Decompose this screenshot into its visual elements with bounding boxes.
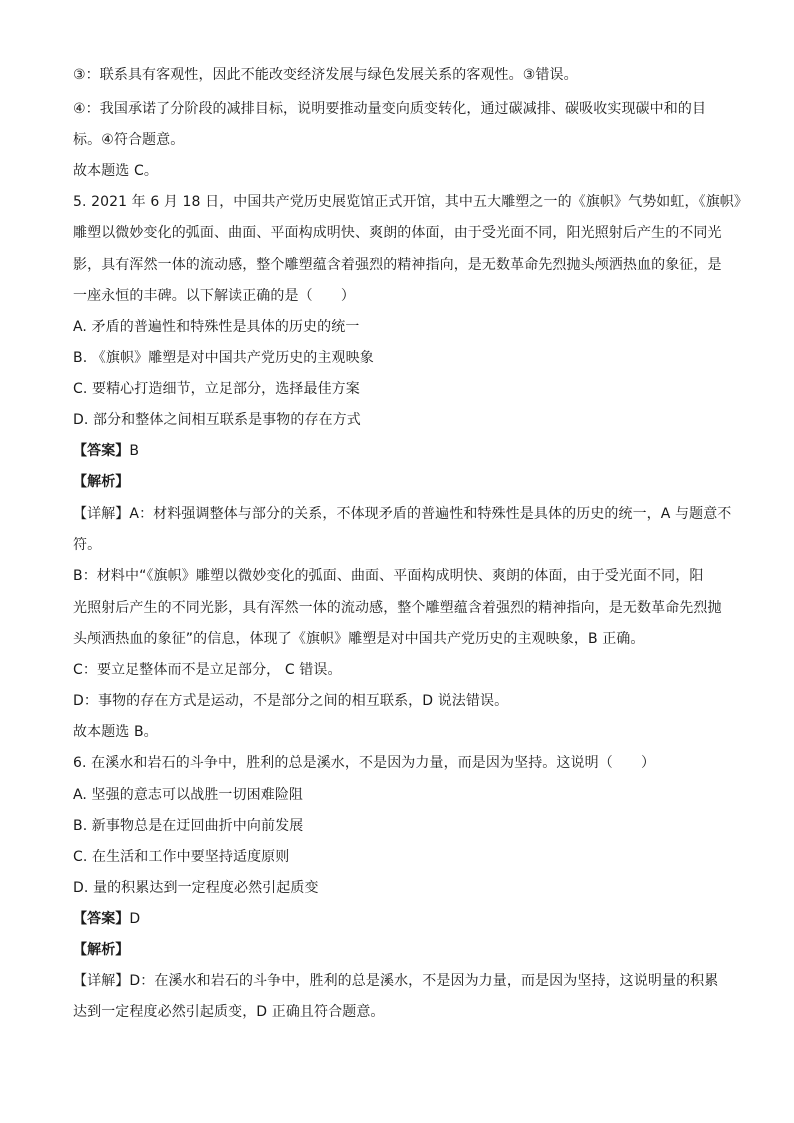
answer-value: B — [129, 443, 140, 459]
text-line: 标。④符合题意。 — [73, 132, 185, 148]
analysis-line — [73, 941, 129, 959]
answer-value: D — [129, 911, 141, 927]
explanation-line: 符。 — [73, 537, 102, 553]
explanation-line: 【详解】A：材料强调整体与部分的关系，不体现矛盾的普遍性和特殊性是具体的历史的统一，A 与题意不 — [73, 506, 732, 522]
explanation-line: C：要立足整体而不是立足部分， C 错误。 — [73, 662, 342, 678]
text-line: 故本题选 C。 — [73, 163, 158, 179]
option-a: A. 坚强的意志可以战胜一切困难险阻 — [73, 787, 304, 803]
analysis-line — [73, 473, 129, 491]
text-line: ④：我国承诺了分阶段的减排目标，说明要推动量变向质变转化，通过碳减排、碳吸收实现碳中和的目 — [73, 101, 707, 117]
option-c: C. 在生活和工作中要坚持适度原则 — [73, 849, 290, 865]
explanation-line: 光照射后产生的不同光影，具有浑然一体的流动感，整个雕塑蕴含着强烈的精神指向，是无数革命先烈抛 — [73, 600, 722, 616]
text-line: 雕塑以微妙变化的弧面、曲面、平面构成明快、爽朗的体面，由于受光面不同，阳光照射后产生的不同光 — [73, 225, 722, 241]
answer-tag: 【答案】 — [73, 911, 130, 927]
option-c: C. 要精心打造细节，立足部分，选择最佳方案 — [73, 381, 360, 397]
analysis-tag: 【解析】 — [73, 474, 130, 490]
option-d: D. 部分和整体之间相互联系是事物的存在方式 — [73, 412, 361, 428]
explanation-line: 【详解】D：在溪水和岩石的斗争中，胜利的总是溪水，不是因为力量，而是因为坚持，这说明量的积累 — [73, 973, 719, 989]
option-d: D. 量的积累达到一定程度必然引起质变 — [73, 880, 319, 896]
question-5-stem: 5. 2021 年 6 月 18 日，中国共产党历史展览馆正式开馆，其中五大雕塑之一的《旗帜》气势如虹，《旗帜》 — [73, 194, 749, 210]
answer-line — [73, 442, 139, 460]
option-a: A. 矛盾的普遍性和特殊性是具体的历史的统一 — [73, 319, 360, 335]
answer-line — [73, 910, 140, 928]
text-line: ③：联系具有客观性，因此不能改变经济发展与绿色发展关系的客观性。③错误。 — [73, 67, 578, 83]
analysis-tag: 【解析】 — [73, 942, 130, 958]
text-line: 影，具有浑然一体的流动感，整个雕塑蕴含着强烈的精神指向，是无数革命先烈抛头颅洒热血的象征，是 — [73, 257, 722, 273]
explanation-line: B：材料中“《旗帜》雕塑以微妙变化的弧面、曲面、平面构成明快、爽朗的体面，由于受光面不同，阳 — [73, 568, 704, 584]
text-line: 故本题选 B。 — [73, 724, 158, 740]
text-line: 一座永恒的丰碑。以下解读正确的是（ ） — [73, 288, 355, 304]
explanation-line: 达到一定程度必然引起质变，D 正确且符合题意。 — [73, 1004, 385, 1020]
explanation-line: 头颅洒热血的象征”的信息，体现了《旗帜》雕塑是对中国共产党历史的主观映象，B 正确。 — [73, 631, 645, 647]
question-6-stem: 6. 在溪水和岩石的斗争中，胜利的总是溪水，不是因为力量，而是因为坚持。这说明（ ） — [73, 755, 656, 771]
option-b: B. 《旗帜》雕塑是对中国共产党历史的主观映象 — [73, 350, 374, 366]
explanation-line: D：事物的存在方式是运动，不是部分之间的相互联系，D 说法错误。 — [73, 693, 509, 709]
answer-tag: 【答案】 — [73, 443, 130, 459]
option-b: B. 新事物总是在迂回曲折中向前发展 — [73, 818, 304, 834]
